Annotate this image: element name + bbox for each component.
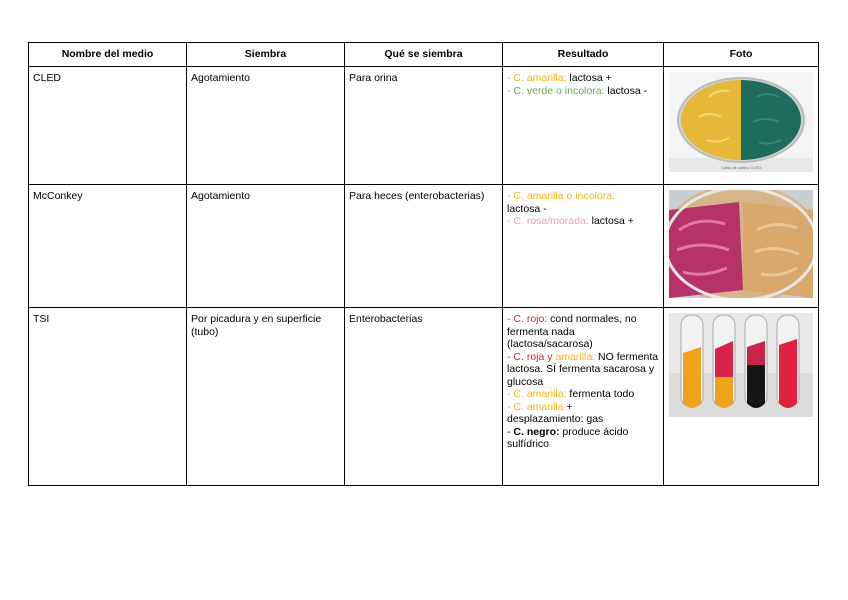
cell-foto (664, 308, 819, 486)
header-resultado: Resultado (503, 43, 664, 67)
cell-que: Enterobacterias (345, 308, 503, 486)
mcconkey-agar-plate-photo (669, 190, 813, 298)
result-line: - C. rosa/morada: lactosa + (507, 215, 634, 227)
header-row (29, 43, 819, 67)
cell-siembra: Agotamiento (187, 67, 345, 185)
header-que-se-siembra: Qué se siembra (345, 43, 503, 67)
cell-siembra: Agotamiento (187, 185, 345, 308)
table-row (29, 308, 819, 486)
result-line: - C. roja y amarilla: NO fermenta lactosa. SÍ fermenta sacarosa y glucosa (507, 350, 659, 388)
cell-que: Para heces (enterobacterias) (345, 185, 503, 308)
result-line: - C. negro: produce ácido sulfídrico (507, 425, 629, 450)
result-line: - C. amarilla: lactosa + (507, 72, 612, 84)
result-line: - C. amarilla + desplazamiento: gas (507, 400, 604, 425)
media-table (28, 42, 819, 486)
result-line: - C. rojo: cond normales, no fermenta nada (lactosa/sacarosa) (507, 313, 637, 350)
result-line: - C. amarilla: fermenta todo (507, 388, 635, 400)
cell-foto (664, 185, 819, 308)
header-nombre: Nombre del medio (29, 43, 187, 67)
cell-que: Para orina (345, 67, 503, 185)
cell-nombre: TSI (29, 308, 187, 486)
result-line: - C. verde o incolora: lactosa - (507, 84, 648, 97)
table-row (29, 67, 819, 185)
cell-nombre: McConkey (29, 185, 187, 308)
cled-agar-plate-photo (669, 72, 813, 172)
cell-foto (664, 67, 819, 185)
result-line: lactosa - (507, 202, 547, 215)
tsi-tubes-photo (669, 313, 813, 417)
cell-nombre: CLED (29, 67, 187, 185)
table-row (29, 185, 819, 308)
cell-resultado (503, 308, 664, 486)
cell-siembra: Por picadura y en superficie (tubo) (187, 308, 345, 486)
result-line: - C. amarilla o incolora: (507, 190, 615, 202)
header-siembra: Siembra (187, 43, 345, 67)
header-foto: Foto (664, 43, 819, 67)
photo-caption: Caldo de cultivo CLED (720, 165, 762, 170)
cell-resultado (503, 67, 664, 185)
cell-resultado (503, 185, 664, 308)
